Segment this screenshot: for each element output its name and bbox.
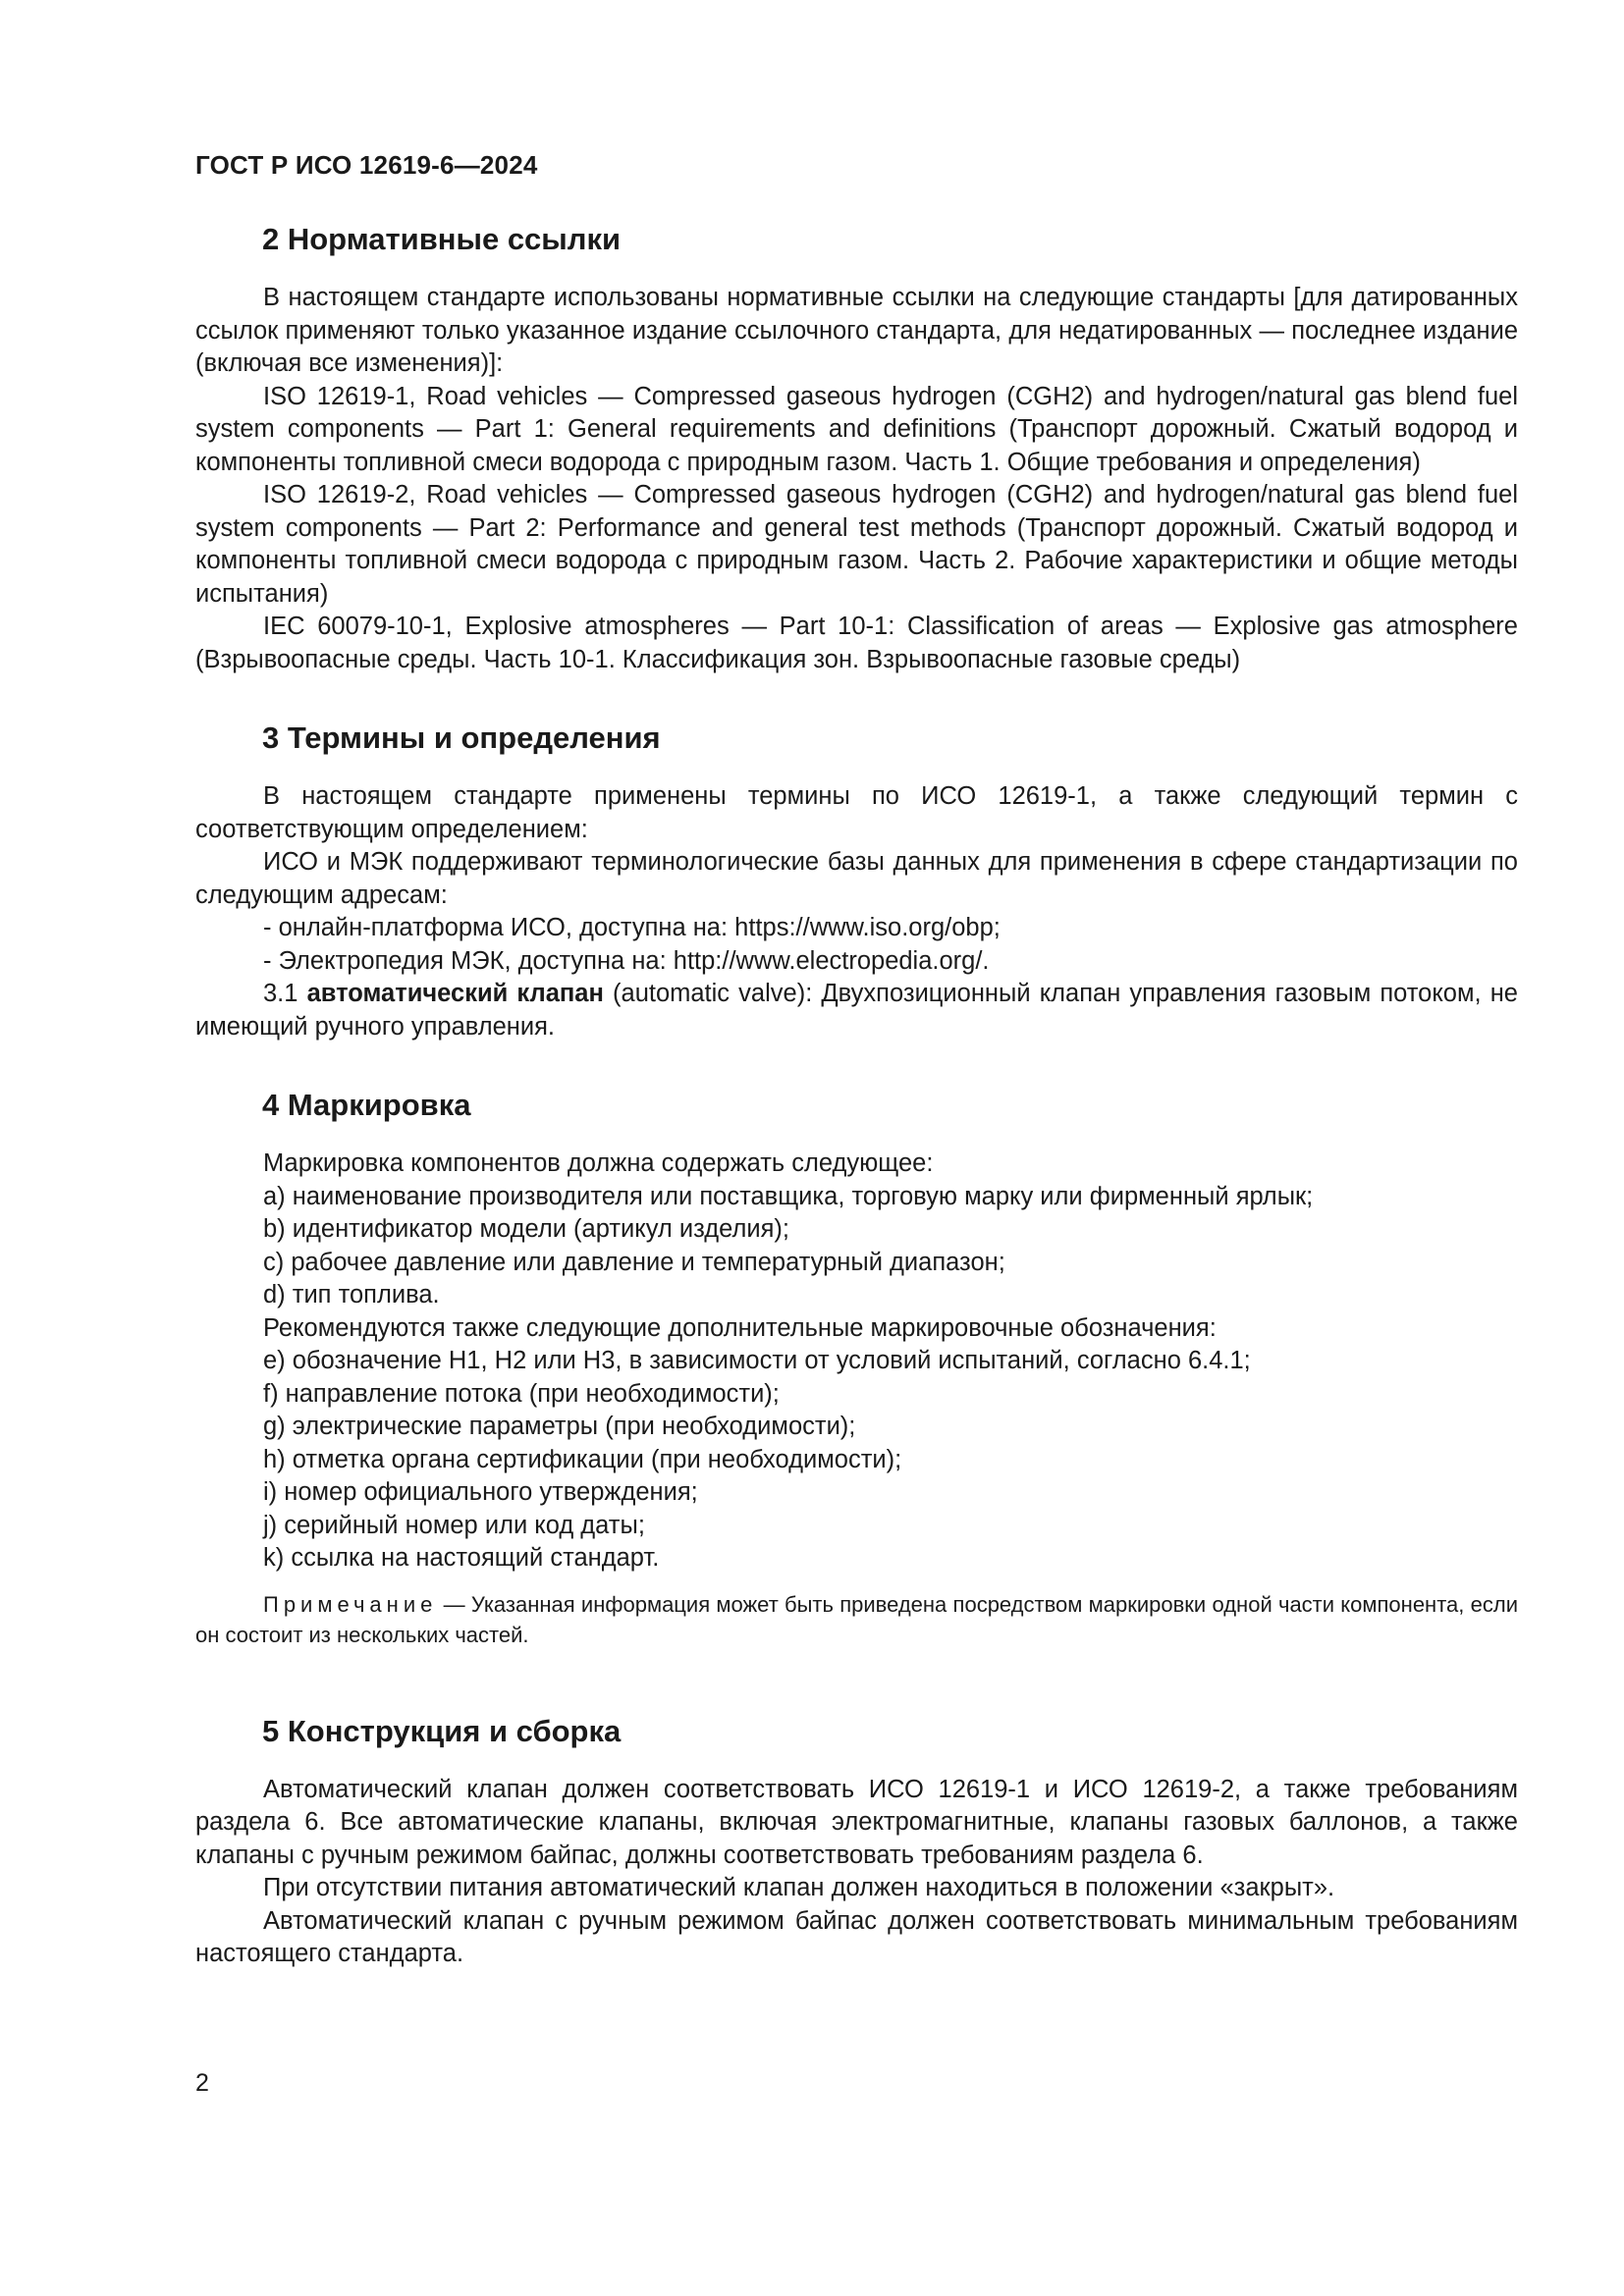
paragraph: Автоматический клапан с ручным режимом байпас должен соответствовать минимальным требованиям настоящего стандарта. <box>195 1906 1518 1967</box>
note-label: Примечание <box>263 1591 438 1617</box>
paragraph: Автоматический клапан должен соответствовать ИСО 12619-1 и ИСО 12619-2, а также требованиям раздела 6. Все автоматические клапаны, включая электромагнитные, клапаны газовых баллонов, а также клапаны с ручным режимом байпас, должны соответствовать требованиям раздела 6. <box>195 1775 1518 1869</box>
list-item: - онлайн-платформа ИСО, доступна на: https://www.iso.org/obp; <box>263 914 1001 941</box>
section-construction-assembly <box>195 1713 1518 1971</box>
note-text: — Указанная информация может быть приведена посредством маркировки одной части компонента, если он состоит из нескольких частей. <box>195 1591 1518 1647</box>
section-terms-definitions <box>195 720 1518 1043</box>
list-item: b) идентификатор модели (артикул изделия); <box>263 1215 789 1243</box>
term-definition-text: (automatic valve): Двухпозиционный клапан управления газовым потоком, не имеющий ручного управления. <box>195 980 1518 1041</box>
reference-item: ISO 12619-2, Road vehicles — Compressed gaseous hydrogen (CGH2) and hydrogen/natural gas blend fuel system components — Part 2: Performance and general test methods (Транспорт дорожный. Сжатый водород и компоненты топливной смеси водорода с природным газом. Часть 2. Рабочие характеристики и общие методы испытания) <box>195 481 1518 608</box>
list-item: g) электрические параметры (при необходимости); <box>263 1413 856 1440</box>
list-item: d) тип топлива. <box>263 1281 440 1308</box>
section-title: 5 Конструкция и сборка <box>262 1713 622 1748</box>
paragraph: При отсутствии питания автоматический клапан должен находиться в положении «закрыт». <box>263 1874 1335 1901</box>
section-title: 4 Маркировка <box>262 1088 471 1122</box>
section-title: 3 Термины и определения <box>262 721 661 755</box>
list-item: i) номер официального утверждения; <box>263 1478 698 1506</box>
section-normative-references <box>195 221 1518 676</box>
list-item: a) наименование производителя или поставщика, торговую марку или фирменный ярлык; <box>263 1182 1314 1210</box>
paragraph: Рекомендуются также следующие дополнительные маркировочные обозначения: <box>263 1313 1217 1342</box>
paragraph: В настоящем стандарте применены термины по ИСО 12619-1, а также следующий термин с соответствующим определением: <box>195 782 1518 843</box>
paragraph: ИСО и МЭК поддерживают терминологические базы данных для применения в сфере стандартизации по следующим адресам: <box>195 848 1518 909</box>
paragraph: В настоящем стандарте использованы нормативные ссылки на следующие стандарты [для датированных ссылок применяют только указанное издание ссылочного стандарта, для недатированных — последнее издание (включая все изменения)]: <box>195 284 1518 377</box>
list-item: f) направление потока (при необходимости); <box>263 1379 780 1408</box>
document-body <box>195 221 1518 2014</box>
list-item: j) серийный номер или код даты; <box>263 1511 645 1539</box>
document-code-header: ГОСТ Р ИСО 12619-6—2024 <box>195 150 538 180</box>
paragraph: Маркировка компонентов должна содержать следующее: <box>263 1149 934 1177</box>
section-marking <box>195 1087 1518 1650</box>
list-item: e) обозначение H1, H2 или H3, в зависимости от условий испытаний, согласно 6.4.1; <box>263 1347 1251 1374</box>
reference-item: IEC 60079-10-1, Explosive atmospheres — Part 10-1: Classification of areas — Explosive gas atmosphere (Взрывоопасные среды. Часть 10-1. Классификация зон. Взрывоопасные газовые среды) <box>195 613 1518 673</box>
list-item: c) рабочее давление или давление и температурный диапазон; <box>263 1248 1005 1276</box>
reference-item: ISO 12619-1, Road vehicles — Compressed gaseous hydrogen (CGH2) and hydrogen/natural gas blend fuel system components — Part 1: General requirements and definitions (Транспорт дорожный. Сжатый водород и компоненты топливной смеси водорода с природным газом. Часть 1. Общие требования и определения) <box>195 382 1518 476</box>
list-item: - Электропедия МЭК, доступна на: http://www.electropedia.org/. <box>263 946 990 975</box>
term-name: автоматический клапан <box>306 980 604 1007</box>
list-item: h) отметка органа сертификации (при необходимости); <box>263 1445 902 1473</box>
list-item: k) ссылка на настоящий стандарт. <box>263 1544 660 1572</box>
term-number: 3.1 <box>263 980 298 1007</box>
section-title: 2 Нормативные ссылки <box>262 222 622 256</box>
note <box>195 1589 1518 1650</box>
term-definition <box>195 978 1518 1043</box>
page-number: 2 <box>195 2069 209 2097</box>
